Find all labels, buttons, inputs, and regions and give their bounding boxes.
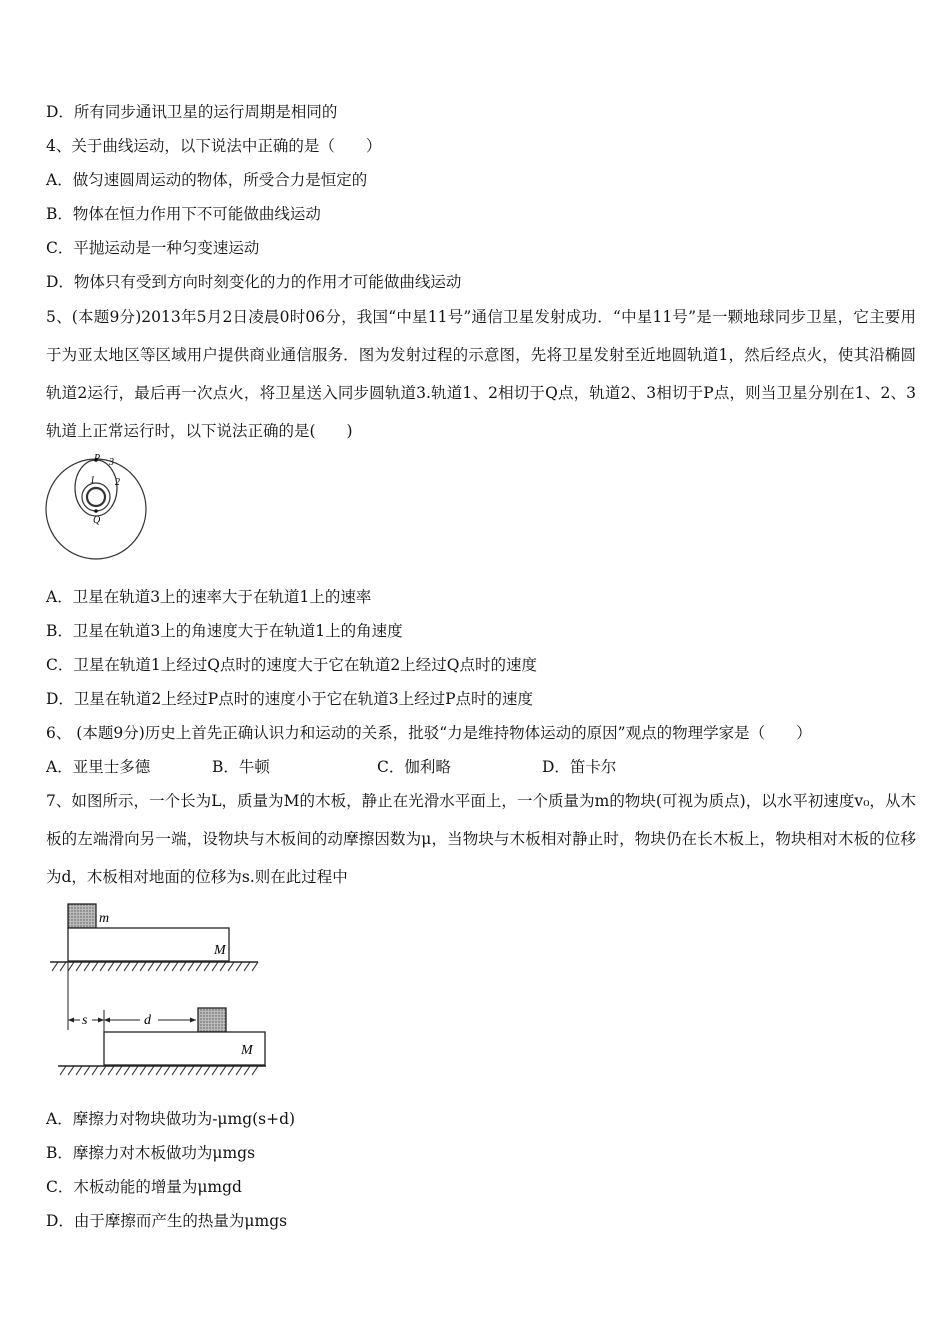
q4-option-b: B．物体在恒力作用下不可能做曲线运动	[46, 205, 321, 223]
point-q	[94, 509, 98, 513]
q6-option-b: B．牛顿	[212, 758, 270, 776]
earth	[87, 488, 105, 506]
label-M-top: M	[214, 943, 226, 958]
q7-option-a: A．摩擦力对物块做功为-μmg(s+d)	[46, 1110, 296, 1128]
q6-option-a: A．亚里士多德	[46, 758, 151, 776]
q5-option-a: A．卫星在轨道3上的速率大于在轨道1上的速率	[46, 588, 372, 606]
q7-stem: 7、如图所示，一个长为L，质量为M的木板，静止在光滑水平面上，一个质量为m的物块(可视为质点)，以水平初速度v₀，从木板的左端滑向另一端，设物块与木板间的动摩擦因数为μ，当物块与木板相对静止时，物块仍在长木板上，物块相对木板的位移为d，木板相对地面的位移为s.则在此过程中	[46, 792, 916, 886]
q5-stem: 5、(本题9分)2013年5月2日凌晨0时06分，我国“中星11号”通信卫星发射成功．“中星11号”是一颗地球同步卫星，它主要用于为亚太地区等区域用户提供商业通信服务．图为发射过程的示意图，先将卫星发射至近地圆轨道1，然后经点火，使其沿椭圆轨道2运行，最后再一次点火，将卫星送入同步圆轨道3.轨道1、2相切于Q点，轨道2、3相切于P点，则当卫星分别在1、2、3轨道上正常运行时，以下说法正确的是( )	[46, 308, 916, 440]
block-m-top	[68, 904, 96, 928]
q3-option-d: D．所有同步通讯卫星的运行周期是相同的	[46, 103, 338, 121]
ground-bottom-hatch	[60, 1066, 258, 1075]
q6-option-d: D．笛卡尔	[542, 758, 617, 776]
q6-option-c: C．伽利略	[377, 758, 451, 776]
q4-stem: 4、关于曲线运动，以下说法中正确的是（ ）	[46, 137, 382, 155]
q6-options	[46, 757, 616, 777]
label-orbit-3: 3	[109, 457, 114, 468]
block-m-bottom	[198, 1008, 226, 1032]
label-M-bottom: M	[241, 1043, 253, 1058]
q7-option-c: C．木板动能的增量为μmgd	[46, 1178, 242, 1196]
q6-stem: 6、 (本题9分)历史上首先正确认识力和运动的关系，批驳“力是维持物体运动的原因”观点的物理学家是（ ）	[46, 724, 812, 742]
q7-option-d: D．由于摩擦而产生的热量为μmgs	[46, 1212, 288, 1230]
label-d: d	[144, 1013, 151, 1028]
q5-option-b: B．卫星在轨道3上的角速度大于在轨道1上的角速度	[46, 622, 403, 640]
arrow-s-head-right	[98, 1018, 104, 1023]
arrow-d-head-left	[104, 1018, 110, 1023]
arrow-d-head-right	[190, 1018, 196, 1023]
ground-top-hatch	[52, 962, 258, 971]
q5-option-d: D．卫星在轨道2上经过P点时的速度小于它在轨道3上经过P点时的速度	[46, 690, 534, 708]
q4-option-a: A．做匀速圆周运动的物体，所受合力是恒定的	[46, 171, 368, 189]
label-p: P	[94, 453, 101, 464]
arrow-s-head-left	[68, 1018, 74, 1023]
q4-option-c: C．平抛运动是一种匀变速运动	[46, 239, 260, 257]
label-m: m	[99, 911, 110, 926]
orbit-3	[46, 459, 146, 559]
label-orbit-1: 1	[90, 475, 95, 486]
q5-option-c: C．卫星在轨道1上经过Q点时的速度大于它在轨道2上经过Q点时的速度	[46, 656, 537, 674]
block-board-diagram	[44, 898, 266, 1082]
board-top	[68, 928, 229, 961]
orbit-diagram	[44, 450, 154, 562]
q4-option-d: D．物体只有受到方向时刻变化的力的作用才可能做曲线运动	[46, 273, 462, 291]
label-q: Q	[93, 515, 101, 526]
label-orbit-2: 2	[115, 477, 120, 488]
label-s: s	[82, 1013, 88, 1028]
q7-option-b: B．摩擦力对木板做功为μmgs	[46, 1144, 256, 1162]
